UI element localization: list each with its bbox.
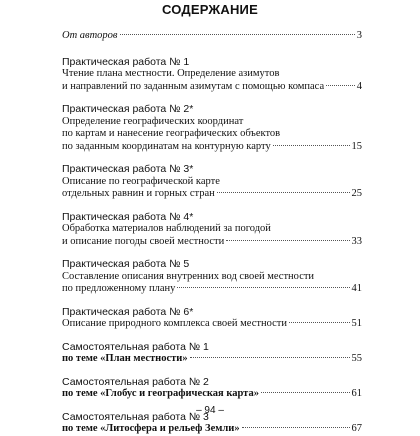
page-number: 33	[351, 235, 362, 247]
toc-entry-practical-1	[62, 56, 362, 94]
dot-leader	[273, 145, 350, 146]
dot-leader	[190, 357, 350, 358]
toc-entry-heading: Практическая работа № 6*	[62, 305, 194, 318]
dot-leader	[120, 34, 355, 35]
page-number: 55	[351, 353, 362, 364]
toc-entry-heading: Практическая работа № 3*	[62, 163, 194, 175]
toc-entry-line	[62, 283, 362, 296]
toc-entry-practical-6	[62, 306, 362, 331]
toc-entry-independent-2	[62, 376, 362, 401]
toc-entry-line: Чтение плана местности. Определение азимутов	[62, 68, 280, 79]
toc-entry-practical-2	[62, 103, 362, 153]
page-number: 15	[351, 140, 362, 152]
page-footer-number: – 94 –	[196, 405, 224, 416]
page-number: 3	[356, 30, 362, 41]
toc-entry-line: Описание по географической карте	[62, 175, 220, 187]
toc-entry-text: Описание природного комплекса своей местности	[62, 318, 287, 329]
toc-entry-line	[62, 141, 362, 154]
toc-entry-text: по теме «Глобус и географическая карта»	[62, 388, 259, 399]
toc-entry-line: по картам и нанесение географических объектов	[62, 128, 281, 139]
toc-entry-independent-1	[62, 341, 362, 366]
toc-entry-line	[62, 318, 362, 331]
toc-entry-line	[62, 353, 362, 366]
toc-entry-heading: Самостоятельная работа № 2	[62, 375, 209, 388]
page-number: 25	[351, 188, 362, 199]
toc-entry-practical-4	[62, 211, 362, 249]
toc-entry-heading: Практическая работа № 2*	[62, 103, 194, 115]
toc-entry-text: по предложенному плану	[62, 283, 176, 294]
dot-leader	[177, 287, 349, 288]
toc-entry-line	[62, 30, 362, 43]
page-number: 4	[356, 80, 362, 92]
page-number: 67	[351, 423, 362, 434]
dot-leader	[289, 322, 350, 323]
toc-entry-practical-3	[62, 163, 362, 201]
toc-entry-line	[62, 188, 362, 201]
toc-entry-text: по теме «План местности»	[62, 353, 188, 364]
dot-leader	[261, 392, 350, 393]
table-of-contents	[62, 30, 362, 436]
dot-leader	[242, 427, 350, 428]
toc-entry-line	[62, 236, 362, 249]
page-number: 61	[351, 388, 362, 399]
page-title: СОДЕРЖАНИЕ	[162, 2, 258, 17]
toc-entry-heading: Самостоятельная работа № 3	[62, 410, 209, 423]
toc-entry-heading: Самостоятельная работа № 1	[62, 340, 209, 353]
toc-entry-text: отдельных равнин и горных стран	[62, 188, 215, 199]
page-number: 51	[351, 318, 362, 329]
dot-leader	[226, 240, 349, 241]
toc-entry-text: От авторов	[62, 30, 118, 41]
toc-entry-line	[62, 81, 362, 94]
toc-entry-line: Обработка материалов наблюдений за погодой	[62, 223, 271, 234]
toc-entry-line	[62, 423, 362, 436]
toc-entry-text: и направлений по заданным азимутам с помощью компаса	[62, 80, 325, 92]
toc-entry-text: по заданным координатам на контурную карту	[62, 140, 271, 152]
toc-entry-heading: Практическая работа № 1	[62, 55, 190, 68]
toc-entry-heading: Практическая работа № 4*	[62, 210, 194, 223]
toc-entry-heading: Практическая работа № 5	[62, 258, 190, 270]
page-number: 41	[351, 283, 362, 294]
toc-entry-line: Определение географических координат	[62, 115, 244, 127]
dot-leader	[217, 192, 350, 193]
toc-entry-text: и описание погоды своей местности	[62, 235, 225, 247]
toc-entry-line: Составление описания внутренних вод своей местности	[62, 270, 315, 282]
dot-leader	[326, 85, 355, 86]
toc-entry-authors	[62, 30, 362, 43]
toc-entry-text: по теме «Литосфера и рельеф Земли»	[62, 423, 240, 434]
toc-entry-practical-5	[62, 258, 362, 296]
toc-entry-line	[62, 388, 362, 401]
